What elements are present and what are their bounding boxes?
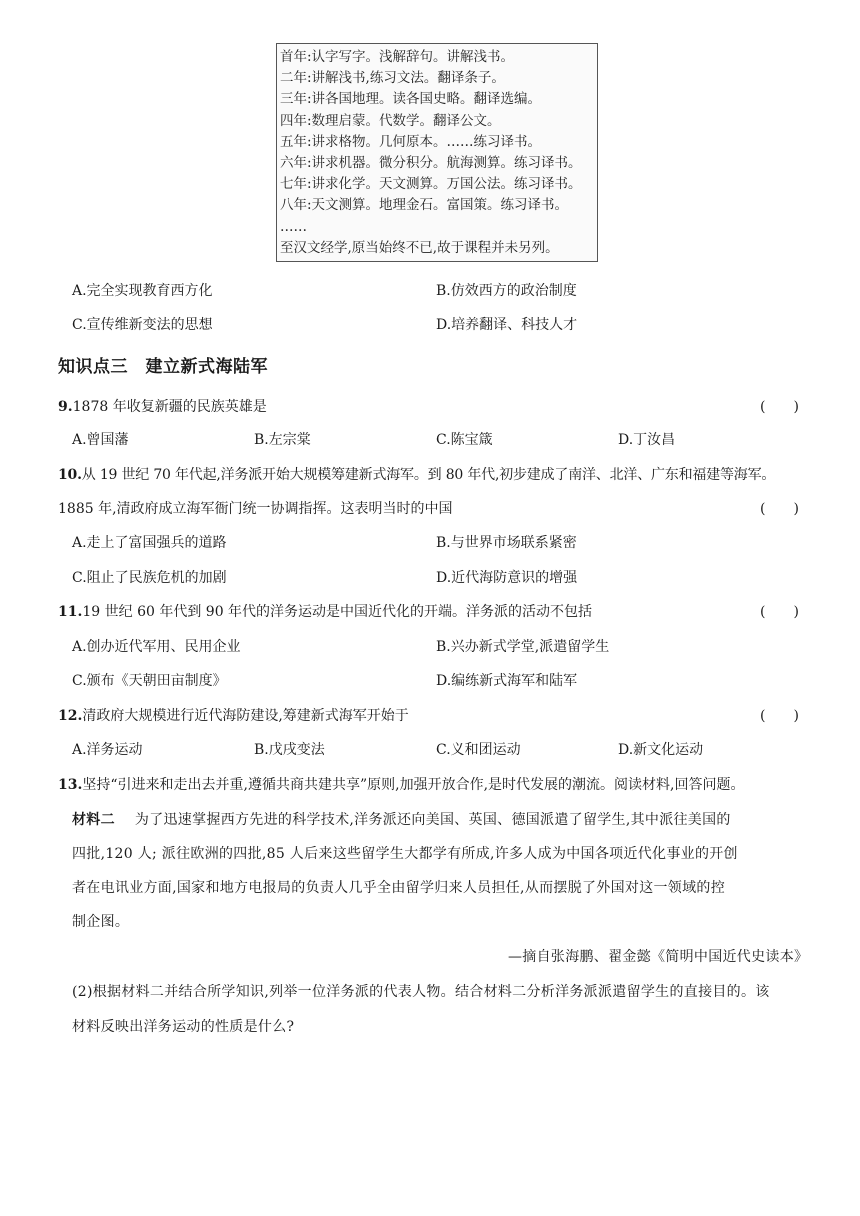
q9-number: 9. — [58, 399, 73, 415]
q12-option-a[interactable]: A.洋务运动 — [72, 742, 143, 758]
curriculum-line: 至汉文经学,原当始终不已,故于课程并未另列。 — [280, 239, 559, 256]
q12-option-c[interactable]: C.义和团运动 — [436, 742, 521, 758]
q11-option-c[interactable]: C.颁布《天朝田亩制度》 — [72, 673, 227, 689]
q12-stem — [58, 705, 409, 725]
q10-text-line2: 1885 年,清政府成立海军衙门统一协调指挥。这表明当时的中国 — [58, 501, 453, 517]
q13-number: 13. — [58, 777, 83, 793]
curriculum-line: 八年:天文测算。地理金石。富国策。练习译书。 — [280, 197, 569, 214]
q12-option-d[interactable]: D.新文化运动 — [618, 742, 704, 758]
q12-number: 12. — [58, 708, 83, 724]
curriculum-line: 五年:讲求格物。几何原本。……练习译书。 — [280, 133, 542, 150]
q10-text-line1: 从 19 世纪 70 年代起,洋务派开始大规模筹建新式海军。到 80 年代,初步建成了南洋、北洋、广东和福建等海军。 — [81, 467, 776, 483]
q13-subquestion-line1: (2)根据材料二并结合所学知识,列举一位洋务派的代表人物。结合材料二分析洋务派派遣留学生的直接目的。该 — [72, 984, 770, 1000]
q9-answer-bracket[interactable]: ( ) — [760, 399, 799, 415]
q11-answer-bracket[interactable]: ( ) — [760, 604, 799, 620]
q10-stem — [58, 464, 775, 484]
material-title: 材料二 — [72, 812, 115, 828]
material-source: —摘自张海鹏、翟金懿《简明中国近代史读本》 — [508, 949, 809, 965]
q9-option-d[interactable]: D.丁汝昌 — [618, 432, 676, 448]
q11-stem — [58, 601, 592, 621]
q9-text: 1878 年收复新疆的民族英雄是 — [72, 399, 267, 415]
material-text-3: 者在电讯业方面,国家和地方电报局的负责人几乎全由留学归来人员担任,从而摆脱了外国对这一领域的控 — [72, 880, 725, 896]
curriculum-line: 七年:讲求化学。天文测算。万国公法。练习译书。 — [280, 176, 582, 193]
q8-option-a[interactable]: A.完全实现教育西方化 — [72, 283, 213, 299]
q13-text: 坚持“引进来和走出去并重,遵循共商共建共享”原则,加强开放合作,是时代发展的潮流。阅读材料,回答问题。 — [82, 777, 745, 793]
q11-text: 19 世纪 60 年代到 90 年代的洋务运动是中国近代化的开端。洋务派的活动不包括 — [82, 604, 593, 620]
curriculum-line: 二年:讲解浅书,练习文法。翻译条子。 — [280, 70, 505, 87]
curriculum-line: 三年:讲各国地理。读各国史略。翻译选编。 — [280, 91, 542, 108]
curriculum-line: 四年:数理启蒙。代数学。翻译公文。 — [280, 112, 501, 129]
q8-option-b[interactable]: B.仿效西方的政治制度 — [436, 283, 577, 299]
q11-option-b[interactable]: B.兴办新式学堂,派遣留学生 — [436, 639, 610, 655]
q10-option-a[interactable]: A.走上了富国强兵的道路 — [72, 535, 227, 551]
q8-option-c[interactable]: C.宣传维新变法的思想 — [72, 317, 213, 333]
curriculum-line: 首年:认字写字。浅解辞句。讲解浅书。 — [280, 49, 515, 65]
curriculum-table-image — [276, 43, 598, 262]
curriculum-line: 六年:讲求机器。微分积分。航海测算。练习译书。 — [280, 155, 582, 172]
q13-subquestion-line2: 材料反映出洋务运动的性质是什么? — [72, 1019, 295, 1035]
q9-option-b[interactable]: B.左宗棠 — [254, 432, 311, 448]
curriculum-line: …… — [280, 218, 307, 235]
material-text-4: 制企图。 — [72, 914, 130, 930]
q11-option-d[interactable]: D.编练新式海军和陆军 — [436, 673, 578, 689]
q10-answer-bracket[interactable]: ( ) — [760, 501, 799, 517]
q11-number: 11. — [58, 604, 83, 620]
q9-option-c[interactable]: C.陈宝箴 — [436, 432, 493, 448]
q9-stem — [58, 396, 267, 416]
q8-option-d[interactable]: D.培养翻译、科技人才 — [436, 317, 578, 333]
material-text-2: 四批,120 人; 派往欧洲的四批,85 人后来这些留学生大都学有所成,许多人成为中国各项近代化事业的开创 — [72, 846, 738, 862]
q9-option-a[interactable]: A.曾国藩 — [72, 432, 129, 448]
q12-option-b[interactable]: B.戊戌变法 — [254, 742, 325, 758]
q10-option-d[interactable]: D.近代海防意识的增强 — [436, 570, 578, 586]
section-title: 知识点三 建立新式海陆军 — [58, 357, 268, 377]
q10-option-b[interactable]: B.与世界市场联系紧密 — [436, 535, 577, 551]
material-text-1: 为了迅速掌握西方先进的科学技术,洋务派还向美国、英国、德国派遣了留学生,其中派往美国的 — [134, 812, 731, 828]
q12-answer-bracket[interactable]: ( ) — [760, 708, 799, 724]
q13-stem — [58, 774, 744, 794]
q10-option-c[interactable]: C.阻止了民族危机的加剧 — [72, 570, 227, 586]
q10-number: 10. — [58, 467, 82, 483]
q11-option-a[interactable]: A.创办近代军用、民用企业 — [72, 639, 241, 655]
material-line-1 — [72, 809, 731, 829]
q12-text: 清政府大规模进行近代海防建设,筹建新式海军开始于 — [82, 708, 409, 724]
